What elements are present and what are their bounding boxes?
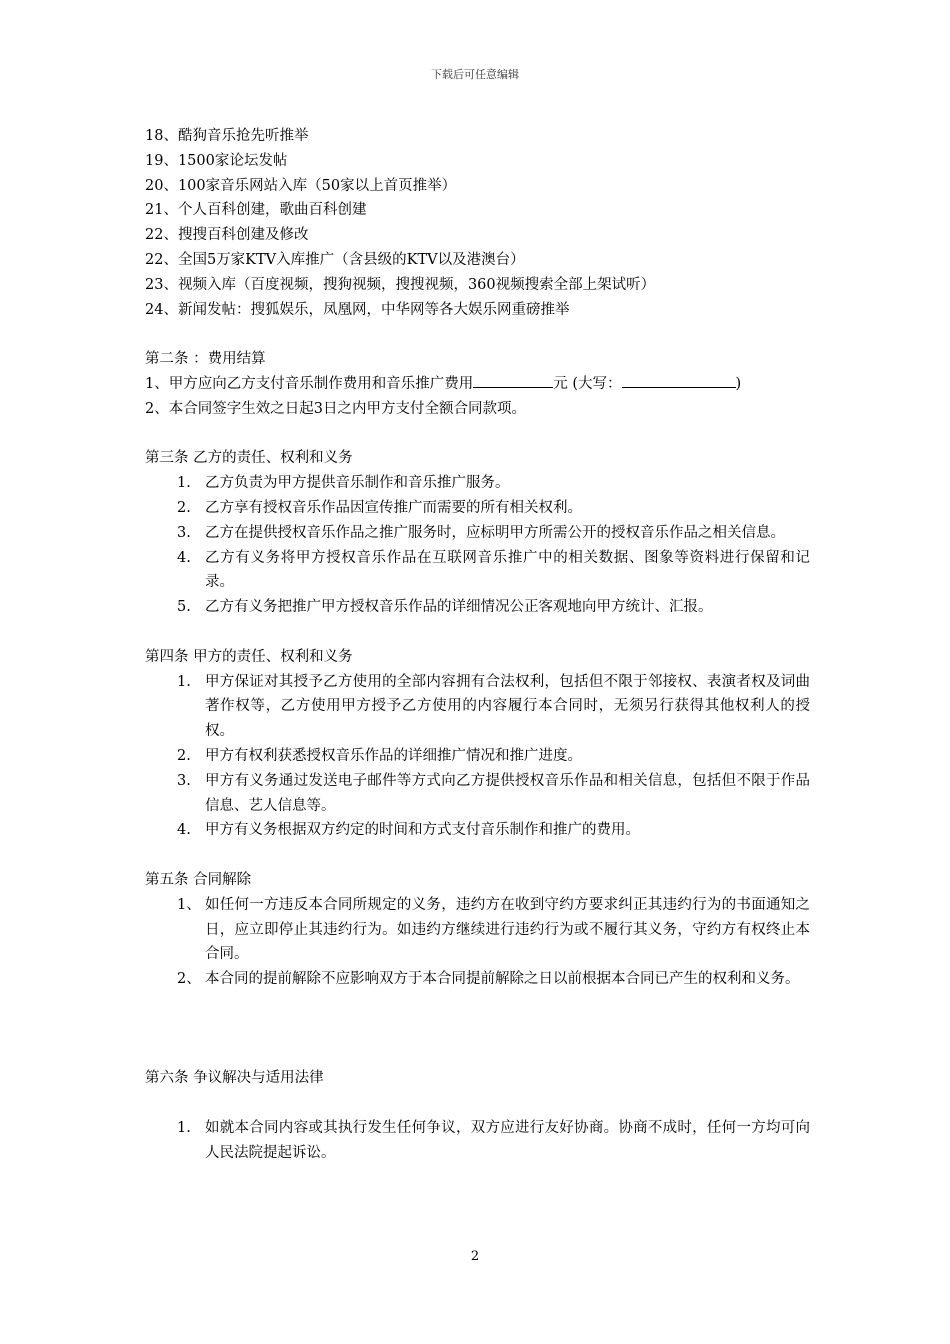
article-2-heading: 第二条 ：费用结算 [145,351,266,368]
clause-text: 乙方有义务把推广甲方授权音乐作品的详细情况公正客观地向甲方统计、汇报。 [205,599,713,616]
list-item: 21、个人百科创建，歌曲百科创建 [145,202,367,219]
clause-number: 1、 [177,896,201,913]
clause-number: 4. [177,549,191,566]
clause-number: 5. [177,599,191,616]
page-header: 下载后可任意编辑 [431,68,519,81]
fee-amount-blank [473,372,553,388]
clause-number: 1. [177,1119,191,1136]
fee-capital-blank [622,372,736,388]
clause-item [145,744,810,769]
article-5-list [145,893,810,992]
list-item: 24、新闻发帖：搜狐娱乐，凤凰网，中华网等各大娱乐网重磅推举 [145,301,570,318]
clause-text: 甲方有权利获悉授权音乐作品的详细推广情况和推广进度。 [205,747,582,764]
list-item: 22、搜搜百科创建及修改 [145,227,309,244]
page-number: 2 [470,1249,480,1264]
list-item: 20、100家音乐网站入库（50家以上首页推举） [145,177,457,194]
list-item: 22、全国5万家KTV入库推广（含县级的KTV以及港澳台） [145,251,525,268]
clause-text: 乙方享有授权音乐作品因宣传推广而需要的所有相关权利。 [205,499,582,516]
article-3-list [145,471,810,620]
fee-text-capital: 元 (大写： [553,375,622,392]
article-6-list [145,1116,810,1166]
clause-number: 2. [177,747,191,764]
clause-text: 甲方有义务根据双方约定的时间和方式支付音乐制作和推广的费用。 [205,822,640,839]
clause-text: 甲方保证对其授予乙方使用的全部内容拥有合法权利，包括但不限于邻接权、表演者权及词曲著作权等，乙方使用甲方授予乙方使用的内容履行本合同时，无须另行获得其他权利人的授权。 [205,673,810,740]
article-3-heading: 第三条 乙方的责任、权利和义务 [145,450,353,467]
payment-term-line: 2、本合同签字生效之日起3日之内甲方支付全额合同款项。 [145,400,526,417]
list-item: 19、1500家论坛发帖 [145,152,288,169]
clause-text: 乙方有义务将甲方授权音乐作品在互联网音乐推广中的相关数据、图象等资料进行保留和记录。 [205,549,810,591]
clause-number: 3. [177,524,191,541]
clause-number: 2、 [177,971,201,988]
clause-item [145,893,810,967]
clause-text: 如就本合同内容或其执行发生任何争议，双方应进行友好协商。协商不成时，任何一方均可向人民法院提起诉讼。 [205,1119,810,1161]
article-5-heading: 第五条 合同解除 [145,871,252,888]
clause-number: 1. [177,673,191,690]
clause-number: 3. [177,772,191,789]
article-4-heading: 第四条 甲方的责任、权利和义务 [145,648,353,665]
article-4-list [145,670,810,844]
promo-list [145,124,810,322]
clause-item [145,1116,810,1166]
clause-item [145,670,810,744]
clause-item [145,471,810,496]
article-6-heading: 第六条 争议解决与适用法律 [145,1070,324,1087]
clause-text: 乙方负责为甲方提供音乐制作和音乐推广服务。 [205,475,510,492]
clause-text: 甲方有义务通过发送电子邮件等方式向乙方提供授权音乐作品和相关信息，包括但不限于作品信息、艺人信息等。 [205,772,810,814]
list-item: 18、酷狗音乐抢先听推举 [145,128,309,144]
clause-item [145,521,810,546]
fee-line [145,372,810,397]
clause-item [145,769,810,819]
clause-text: 如任何一方违反本合同所规定的义务，违约方在收到守约方要求纠正其违约行为的书面通知之日，应立即停止其违约行为。如违约方继续进行违约行为或不履行其义务，守约方有权终止本合同。 [205,896,810,963]
clause-text: 乙方在提供授权音乐作品之推广服务时，应标明甲方所需公开的授权音乐作品之相关信息。 [205,524,785,541]
clause-item [145,818,810,843]
fee-text-close: ) [735,375,742,392]
clause-item [145,967,810,992]
clause-number: 1. [177,475,191,492]
document-body [145,124,810,1165]
clause-item [145,595,810,620]
clause-number: 2. [177,499,191,516]
list-item: 23、视频入库（百度视频，搜狗视频，搜搜视频，360视频搜索全部上架试听） [145,276,656,293]
clause-number: 4. [177,822,191,839]
clause-item [145,496,810,521]
clause-text: 本合同的提前解除不应影响双方于本合同提前解除之日以前根据本合同已产生的权利和义务。 [205,971,800,988]
fee-text: 1、甲方应向乙方支付音乐制作费用和音乐推广费用 [145,375,474,392]
clause-item [145,546,810,596]
